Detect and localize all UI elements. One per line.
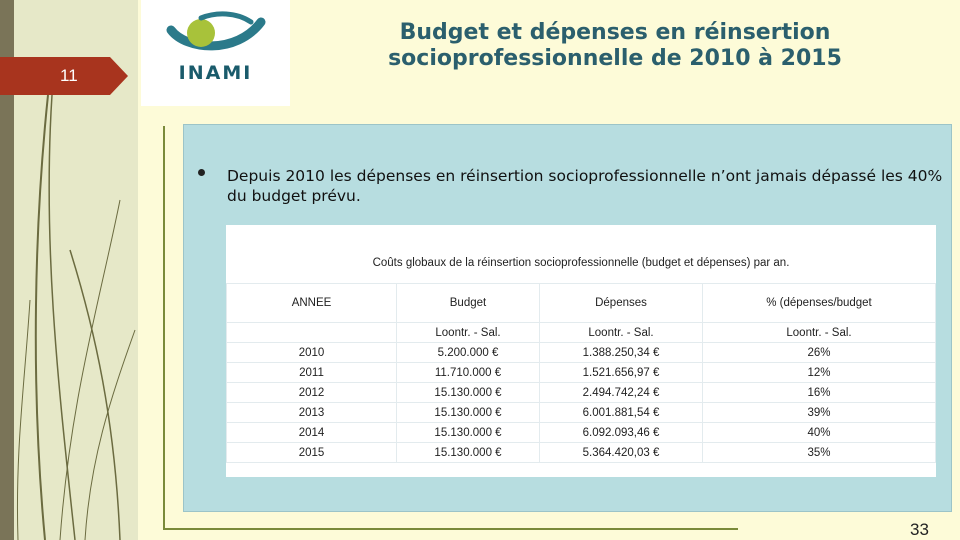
expenses-cell: 1.521.656,97 €: [540, 363, 703, 383]
expenses-cell: 2.494.742,24 €: [540, 383, 703, 403]
table-row: [227, 363, 936, 383]
title-line-2: socioprofessionnelle de 2010 à 2015: [388, 46, 842, 71]
table-row: [227, 423, 936, 443]
frame-vertical-line: [163, 126, 165, 530]
expenses-cell: 6.092.093,46 €: [540, 423, 703, 443]
frame-horizontal-line: [163, 528, 738, 530]
inami-logo: [141, 0, 290, 106]
header-annee: ANNEE: [227, 284, 397, 323]
logo-text: INAMI: [178, 62, 253, 84]
year-cell: 2012: [227, 383, 397, 403]
percent-cell: 16%: [703, 383, 936, 403]
percent-cell: 26%: [703, 343, 936, 363]
year-cell: 2010: [227, 343, 397, 363]
year-cell: 2015: [227, 443, 397, 463]
budget-cell: 15.130.000 €: [397, 423, 540, 443]
header-depenses: Dépenses: [540, 284, 703, 323]
bullet-icon: [198, 169, 205, 176]
expenses-cell: 5.364.420,03 €: [540, 443, 703, 463]
budget-cell: 5.200.000 €: [397, 343, 540, 363]
budget-cell: 15.130.000 €: [397, 383, 540, 403]
logo-emblem-icon: [141, 0, 290, 60]
table-row: [227, 403, 936, 423]
subheader-cell: [227, 323, 397, 343]
budget-cell: 15.130.000 €: [397, 403, 540, 423]
percent-cell: 40%: [703, 423, 936, 443]
header-percent: % (dépenses/budget: [703, 284, 936, 323]
table-header-row: [227, 284, 936, 323]
table-row: [227, 343, 936, 363]
table-title: Coûts globaux de la réinsertion socioprofessionnelle (budget et dépenses) par an.: [372, 257, 790, 269]
subheader-cell: Loontr. - Sal.: [397, 323, 540, 343]
year-cell: 2013: [227, 403, 397, 423]
slide-title: [330, 20, 900, 72]
expenses-cell: 1.388.250,34 €: [540, 343, 703, 363]
table-row: [227, 443, 936, 463]
percent-cell: 39%: [703, 403, 936, 423]
budget-cell: 15.130.000 €: [397, 443, 540, 463]
year-cell: 2011: [227, 363, 397, 383]
content-box: [183, 124, 952, 512]
subheader-cell: Loontr. - Sal.: [540, 323, 703, 343]
year-cell: 2014: [227, 423, 397, 443]
header-budget: Budget: [397, 284, 540, 323]
table-row: [227, 383, 936, 403]
subheader-cell: Loontr. - Sal.: [703, 323, 936, 343]
page-number: 33: [910, 520, 929, 539]
slide-number: 11: [60, 66, 78, 85]
budget-cell: 11.710.000 €: [397, 363, 540, 383]
table-subheader-row: [227, 323, 936, 343]
percent-cell: 12%: [703, 363, 936, 383]
budget-table-panel: [226, 225, 936, 477]
percent-cell: 35%: [703, 443, 936, 463]
budget-table: [226, 283, 936, 463]
bullet-text: Depuis 2010 les dépenses en réinsertion socioprofessionnelle n’ont jamais dépassé les 40% du budget prévu.: [227, 167, 943, 205]
expenses-cell: 6.001.881,54 €: [540, 403, 703, 423]
title-line-1: Budget et dépenses en réinsertion: [399, 20, 831, 45]
